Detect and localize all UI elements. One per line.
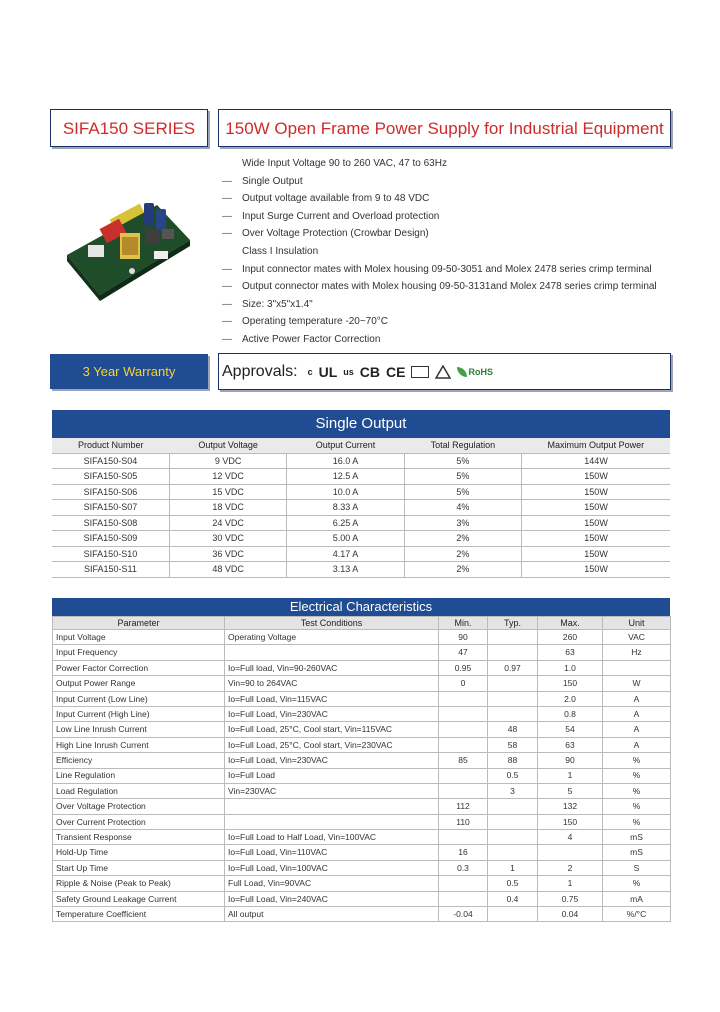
table-cell: A <box>603 722 671 737</box>
ce-mark-icon: CE <box>386 363 406 380</box>
feature-dash: — <box>222 316 232 328</box>
table-row <box>53 645 671 660</box>
feature-text: Input connector mates with Molex housing 09-50-3051 and Molex 2478 series crimp terminal <box>242 263 652 275</box>
table-cell: SIFA150-S09 <box>52 531 169 547</box>
table-cell: Line Regulation <box>53 768 225 783</box>
table-cell <box>488 907 538 922</box>
table-cell <box>488 706 538 721</box>
table-cell: 4% <box>404 500 521 516</box>
table-cell: 2% <box>404 546 521 562</box>
table-cell: 150W <box>522 484 670 500</box>
table-cell: Io=Full Load <box>225 768 439 783</box>
table-row <box>53 830 671 845</box>
table-cell: 90 <box>538 753 603 768</box>
table-cell: -0.04 <box>439 907 488 922</box>
table-cell: 0.5 <box>488 876 538 891</box>
column-header: Parameter <box>53 617 225 630</box>
table-row <box>53 676 671 691</box>
table-row <box>52 453 670 469</box>
table-cell: A <box>603 691 671 706</box>
table-cell: 112 <box>439 799 488 814</box>
table-cell: Io=Full Load, Vin=115VAC <box>225 691 439 706</box>
table-cell: Low Line Inrush Current <box>53 722 225 737</box>
table-row <box>53 799 671 814</box>
table-cell: 260 <box>538 630 603 645</box>
table-cell: % <box>603 768 671 783</box>
table-row <box>53 768 671 783</box>
column-header: Product Number <box>52 438 169 453</box>
column-header: Output Current <box>287 438 404 453</box>
table-cell: %/°C <box>603 907 671 922</box>
product-title-box <box>218 109 671 147</box>
feature-dash: — <box>222 175 232 187</box>
feature-dash: — <box>222 298 232 310</box>
table-cell: Power Factor Correction <box>53 660 225 675</box>
power-supply-photo <box>62 185 192 305</box>
ul-c-mark: c <box>307 366 313 377</box>
table-cell: % <box>603 783 671 798</box>
table-cell: 5% <box>404 469 521 485</box>
table-cell <box>439 768 488 783</box>
table-cell: 0.8 <box>538 706 603 721</box>
table-cell: Output Power Range <box>53 676 225 691</box>
feature-text: Size: 3"x5"x1.4" <box>242 298 313 310</box>
table-cell: Io=Full Load, Vin=110VAC <box>225 845 439 860</box>
feature-dash: — <box>222 263 232 275</box>
table-cell: Full Load, Vin=90VAC <box>225 876 439 891</box>
table-row <box>52 500 670 516</box>
feature-item <box>222 296 692 314</box>
column-header: Max. <box>538 617 603 630</box>
table-cell <box>488 676 538 691</box>
table-cell: mS <box>603 845 671 860</box>
table-cell: Over Current Protection <box>53 814 225 829</box>
feature-item <box>222 278 692 296</box>
table-cell: 5% <box>404 453 521 469</box>
table-cell: 58 <box>488 737 538 752</box>
table-cell: 0.04 <box>538 907 603 922</box>
table-cell: SIFA150-S08 <box>52 515 169 531</box>
table-cell: Transient Response <box>53 830 225 845</box>
table-cell: Io=Full Load, Vin=230VAC <box>225 753 439 768</box>
table-cell: SIFA150-S11 <box>52 562 169 578</box>
feature-dash <box>222 243 242 261</box>
feature-item <box>222 173 692 191</box>
table-cell <box>439 706 488 721</box>
table-row <box>53 783 671 798</box>
table-cell: 1 <box>538 768 603 783</box>
column-header: Total Regulation <box>404 438 521 453</box>
product-title: 150W Open Frame Power Supply for Industrial Equipment <box>225 119 664 138</box>
table-cell: High Line Inrush Current <box>53 737 225 752</box>
table-cell <box>603 660 671 675</box>
table-cell: 12 VDC <box>169 469 286 485</box>
table-cell: % <box>603 814 671 829</box>
table-cell <box>439 691 488 706</box>
column-header: Min. <box>439 617 488 630</box>
table-cell: Ripple & Noise (Peak to Peak) <box>53 876 225 891</box>
table-cell <box>488 799 538 814</box>
feature-text: Output voltage available from 9 to 48 VDC <box>242 193 430 205</box>
table-cell: 3 <box>488 783 538 798</box>
feature-text: Input Surge Current and Overload protection <box>242 210 440 222</box>
table-cell: 150W <box>522 469 670 485</box>
table-cell: 54 <box>538 722 603 737</box>
table-cell <box>225 814 439 829</box>
column-header: Maximum Output Power <box>522 438 670 453</box>
table-header-row <box>52 438 670 453</box>
feature-item <box>222 243 692 261</box>
table-cell: 8.33 A <box>287 500 404 516</box>
table-cell: 0 <box>439 676 488 691</box>
table-cell: 4 <box>538 830 603 845</box>
table-cell: 2.0 <box>538 691 603 706</box>
table-cell: S <box>603 860 671 875</box>
table-cell: 2 <box>538 860 603 875</box>
table-cell: 1.0 <box>538 660 603 675</box>
table-cell <box>488 845 538 860</box>
feature-item <box>222 208 692 226</box>
table-row <box>52 531 670 547</box>
table-cell: 144W <box>522 453 670 469</box>
cb-mark-icon: CB <box>359 363 381 380</box>
table-cell: 18 VDC <box>169 500 286 516</box>
table-cell: VAC <box>603 630 671 645</box>
feature-list <box>222 155 692 349</box>
table-row <box>53 630 671 645</box>
table-row <box>53 722 671 737</box>
feature-text: Output connector mates with Molex housing 09-50-3131and Molex 2478 series crimp terminal <box>242 281 657 293</box>
table-cell: 0.75 <box>538 891 603 906</box>
feature-text: Active Power Factor Correction <box>242 333 381 345</box>
table-row <box>52 562 670 578</box>
table-row <box>53 660 671 675</box>
table-cell: 150W <box>522 562 670 578</box>
table-cell: 150W <box>522 515 670 531</box>
table-cell <box>439 783 488 798</box>
table-cell: mA <box>603 891 671 906</box>
table-cell: Io=Full Load, 25°C, Cool start, Vin=230VAC <box>225 737 439 752</box>
table-cell: 150W <box>522 500 670 516</box>
table-cell: W <box>603 676 671 691</box>
feature-text: Single Output <box>242 175 303 187</box>
table-cell: 2% <box>404 531 521 547</box>
table-cell <box>225 799 439 814</box>
table-cell <box>488 691 538 706</box>
table-cell: Io=Full Load, Vin=100VAC <box>225 860 439 875</box>
table-cell: A <box>603 706 671 721</box>
warning-triangle-icon <box>435 365 451 379</box>
table-cell <box>538 845 603 860</box>
table-cell: Io=Full Load, Vin=230VAC <box>225 706 439 721</box>
feature-text: Wide Input Voltage 90 to 260 VAC, 47 to 63Hz <box>242 158 447 169</box>
table-cell: 48 VDC <box>169 562 286 578</box>
table-cell: SIFA150-S05 <box>52 469 169 485</box>
table-cell: 150 <box>538 676 603 691</box>
table-row <box>53 814 671 829</box>
table-cell: 15 VDC <box>169 484 286 500</box>
table-cell: 2% <box>404 562 521 578</box>
feature-item <box>222 155 692 173</box>
table-cell: 1 <box>538 876 603 891</box>
rohs-mark <box>457 367 493 377</box>
table-row <box>52 515 670 531</box>
tuv-mark-icon <box>411 366 429 378</box>
table-cell: 132 <box>538 799 603 814</box>
table-cell: 9 VDC <box>169 453 286 469</box>
table-cell: 0.5 <box>488 768 538 783</box>
table-cell: Over Voltage Protection <box>53 799 225 814</box>
table-row <box>53 737 671 752</box>
table-cell: 47 <box>439 645 488 660</box>
column-header: Test Conditions <box>225 617 439 630</box>
series-title-box <box>50 109 208 147</box>
table-cell: Vin=90 to 264VAC <box>225 676 439 691</box>
table-cell: 36 VDC <box>169 546 286 562</box>
table-cell: SIFA150-S04 <box>52 453 169 469</box>
table-cell: 150 <box>538 814 603 829</box>
table-row <box>53 876 671 891</box>
table-row <box>53 753 671 768</box>
table-cell: SIFA150-S06 <box>52 484 169 500</box>
table-cell <box>488 645 538 660</box>
table-cell: 150W <box>522 531 670 547</box>
table-cell: 63 <box>538 737 603 752</box>
table-cell: Temperature Coefficient <box>53 907 225 922</box>
feature-text: Operating temperature -20~70°C <box>242 316 389 328</box>
table-cell: A <box>603 737 671 752</box>
electrical-heading: Electrical Characteristics <box>52 598 670 616</box>
approvals-bar <box>218 353 671 390</box>
feature-text: Over Voltage Protection (Crowbar Design) <box>242 228 429 240</box>
table-cell: 0.4 <box>488 891 538 906</box>
table-cell: 30 VDC <box>169 531 286 547</box>
table-cell: 16.0 A <box>287 453 404 469</box>
table-cell <box>225 645 439 660</box>
feature-item <box>222 261 692 279</box>
table-row <box>52 546 670 562</box>
table-cell: 48 <box>488 722 538 737</box>
feature-text: Class I Insulation <box>242 245 319 257</box>
table-cell: Input Current (High Line) <box>53 706 225 721</box>
table-cell: Input Current (Low Line) <box>53 691 225 706</box>
feature-dash: — <box>222 281 232 293</box>
feature-dash <box>222 155 242 173</box>
column-header: Typ. <box>488 617 538 630</box>
series-title: SIFA150 SERIES <box>62 119 196 138</box>
table-cell: Safety Ground Leakage Current <box>53 891 225 906</box>
table-cell <box>439 737 488 752</box>
table-cell: 85 <box>439 753 488 768</box>
table-cell: 150W <box>522 546 670 562</box>
feature-item <box>222 225 692 243</box>
table-cell: Io=Full load, Vin=90-260VAC <box>225 660 439 675</box>
table-cell: Hz <box>603 645 671 660</box>
table-cell: Io=Full Load to Half Load, Vin=100VAC <box>225 830 439 845</box>
ul-us-mark: us <box>343 366 354 377</box>
approvals-label: Approvals: <box>222 362 298 380</box>
table-cell <box>439 876 488 891</box>
column-header: Unit <box>603 617 671 630</box>
table-cell: Start Up Time <box>53 860 225 875</box>
table-cell: 0.95 <box>439 660 488 675</box>
table-cell: mS <box>603 830 671 845</box>
table-cell: 10.0 A <box>287 484 404 500</box>
feature-item <box>222 190 692 208</box>
table-row <box>53 891 671 906</box>
table-cell <box>488 814 538 829</box>
table-row <box>52 484 670 500</box>
table-row <box>53 845 671 860</box>
table-row <box>53 706 671 721</box>
table-row <box>52 469 670 485</box>
table-cell: 0.3 <box>439 860 488 875</box>
warranty-badge: 3 Year Warranty <box>50 354 208 389</box>
table-cell: 5.00 A <box>287 531 404 547</box>
table-cell: 5 <box>538 783 603 798</box>
table-cell: Io=Full Load, Vin=240VAC <box>225 891 439 906</box>
table-cell: 1 <box>488 860 538 875</box>
table-cell: 16 <box>439 845 488 860</box>
table-row <box>53 907 671 922</box>
table-cell: All output <box>225 907 439 922</box>
table-cell: 110 <box>439 814 488 829</box>
feature-dash: — <box>222 193 232 205</box>
ul-mark-icon: UL <box>318 363 338 380</box>
table-cell: 4.17 A <box>287 546 404 562</box>
table-cell: Efficiency <box>53 753 225 768</box>
electrical-table <box>52 616 671 922</box>
table-cell <box>488 630 538 645</box>
table-header-row <box>53 617 671 630</box>
single-output-heading: Single Output <box>52 410 670 438</box>
feature-item <box>222 313 692 331</box>
table-cell <box>439 891 488 906</box>
table-cell: Operating Voltage <box>225 630 439 645</box>
column-header: Output Voltage <box>169 438 286 453</box>
table-cell: 5% <box>404 484 521 500</box>
table-cell <box>439 830 488 845</box>
table-cell <box>488 830 538 845</box>
table-cell: Input Frequency <box>53 645 225 660</box>
table-cell: % <box>603 876 671 891</box>
feature-dash: — <box>222 228 232 240</box>
table-cell: 3% <box>404 515 521 531</box>
table-cell: 24 VDC <box>169 515 286 531</box>
table-cell: SIFA150-S07 <box>52 500 169 516</box>
feature-item <box>222 331 692 349</box>
table-cell: Load Regulation <box>53 783 225 798</box>
single-output-table <box>52 438 670 578</box>
table-cell: Vin=230VAC <box>225 783 439 798</box>
feature-dash: — <box>222 333 232 345</box>
table-cell: 0.97 <box>488 660 538 675</box>
table-cell: Input Voltage <box>53 630 225 645</box>
table-cell: SIFA150-S10 <box>52 546 169 562</box>
table-cell: % <box>603 799 671 814</box>
feature-dash: — <box>222 210 232 222</box>
rohs-leaf-icon <box>457 367 467 377</box>
table-cell: Hold-Up Time <box>53 845 225 860</box>
table-cell: 90 <box>439 630 488 645</box>
table-cell: 88 <box>488 753 538 768</box>
table-row <box>53 860 671 875</box>
table-cell: % <box>603 753 671 768</box>
table-cell <box>439 722 488 737</box>
table-row <box>53 691 671 706</box>
table-cell: 3.13 A <box>287 562 404 578</box>
table-cell: 12.5 A <box>287 469 404 485</box>
table-cell: 63 <box>538 645 603 660</box>
rohs-label: RoHS <box>468 366 493 377</box>
table-cell: 6.25 A <box>287 515 404 531</box>
table-cell: Io=Full Load, 25°C, Cool start, Vin=115VAC <box>225 722 439 737</box>
